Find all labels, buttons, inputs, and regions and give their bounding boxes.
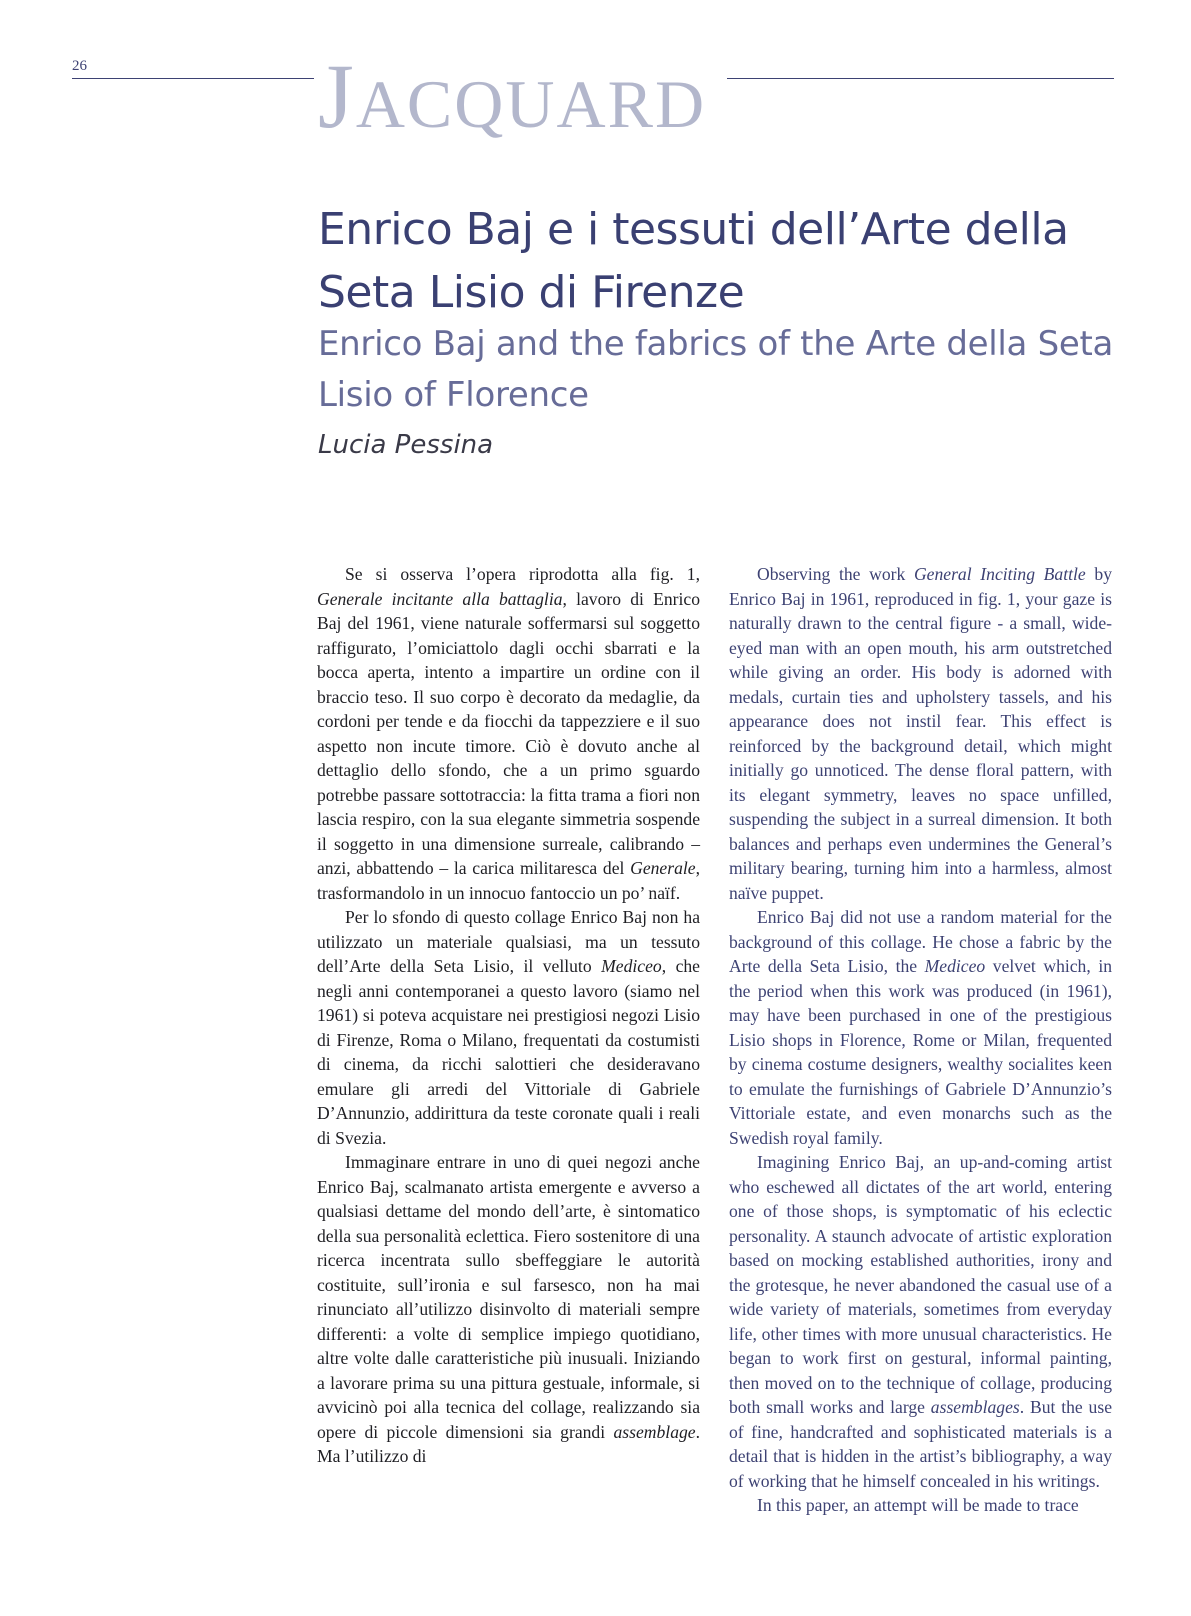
masthead [318,45,707,147]
paragraph-en-3 [729,1150,1112,1493]
article-title-english: Enrico Baj and the fabrics of the Arte della Seta Lisio of Florence [318,324,1114,415]
article-title-italian: Enrico Baj e i tessuti dell’Arte della Seta Lisio di Firenze [318,204,1069,318]
page-number: 26 [72,58,87,74]
text-run: . Ma l’utilizzo di [317,1421,700,1466]
header-rule-right [727,78,1114,79]
text-run: , trasformandolo in un innocuo fantoccio un po’ naïf. [317,858,700,903]
body-column-english [729,562,1112,1518]
masthead-initial: J [318,45,356,147]
italic-run: Generale incitante alla battaglia [317,588,563,609]
text-run: Immaginare entrare in uno di quei negozi anche Enrico Baj, scalmanato artista emergente e avverso a qualsiasi dettame del mondo dell’arte, è sintomatico della sua personalità eclettica. Fiero sostenitore di una ricerca incentrata sullo sbeffeggiare le autorità costituite, sull’ironia e sul farsesco, non ha mai rinunciato all’utilizzo disinvolto di materiali sempre differenti: a volte di semplice impiego quotidiano, altre volte dalle caratteristiche più inusuali. Iniziando a lavorare prima su una pittura gestuale, informale, si avvicinò poi alla tecnica del collage, realizzando sia opere di piccole dimensioni sia grandi [317,1152,700,1442]
text-run: Per lo sfondo di questo collage Enrico Baj non ha utilizzato un materiale qualsiasi, ma un tessuto dell’Arte della Seta Lisio, il velluto [317,907,700,976]
paragraph-en-4: In this paper, an attempt will be made to trace [757,1495,1079,1515]
text-run: by Enrico Baj in 1961, reproduced in fig. 1, your gaze is naturally drawn to the central figure - a small, wide-eyed man with an open mouth, his arm outstretched while giving an order. His body is adorned with medals, curtain ties and upholstery tassels, and his appearance does not instil fear. This effect is reinforced by the background detail, which might initially go unnoticed. The dense floral pattern, with its elegant symmetry, leaves no space unfilled, suspending the subject in a surreal dimension. It both balances and perhaps even undermines the General’s military bearing, turning him into a harmless, almost naïve puppet. [729,564,1112,903]
body-column-italian [317,562,700,1469]
italic-run: assemblage [613,1421,696,1442]
paragraph-en-1 [729,562,1112,905]
italic-run: assemblages [930,1397,1020,1417]
italic-run: Generale [630,858,696,878]
italic-run: General Inciting Battle [913,564,1086,584]
text-run: . But the use of fine, handcrafted and sophisticated materials is a detail that is hidden in the artist’s bibliography, a way of working that he himself concealed in his writings. [729,1397,1112,1491]
italic-run: Mediceo [601,956,662,976]
masthead-rest: ACQUARD [355,66,707,142]
text-run: Enrico Baj did not use a random material for the background of this collage. He chose a fabric by the Arte della Seta Lisio, the [729,907,1112,976]
text-run: velvet which, in the period when this work was produced (in 1961), may have been purchased in one of the prestigious Lisio shops in Florence, Rome or Milan, frequented by cinema costume designers, wealthy socialites keen to emulate the furnishings of Gabriele D’Annunzio’s Vittoriale estate, and even monarchs such as the Swedish royal family. [729,956,1113,1148]
text-run: Se si osserva l’opera riprodotta alla fig. 1, [345,564,700,584]
text-run: , che negli anni contemporanei a questo lavoro (siamo nel 1961) si poteva acquistare nei prestigiosi negozi Lisio di Firenze, Roma o Milano, frequentati da costumisti di cinema, da ricchi salottieri che desideravano emulare gli arredi del Vittoriale di Gabriele D’Annunzio, addirittura da teste coronate quali i reali di Svezia. [317,956,700,1148]
article-author: Lucia Pessina [318,430,494,460]
paragraph-it-1 [317,562,700,905]
paragraph-it-2 [317,905,700,1150]
paragraph-en-2 [729,905,1112,1150]
text-run: , lavoro di Enrico Baj del 1961, viene naturale soffermarsi sul soggetto raffigurato, l’omiciattolo dagli occhi sbarrati e la bocca aperta, intento a impartire un ordine con il braccio teso. Il suo corpo è decorato da medaglie, da cordoni per tende e da fiocchi da tappezziere e il suo aspetto non incute timore. Ciò è dovuto anche al dettaglio dello sfondo, che a un primo sguardo potrebbe passare sottotraccia: la fitta trama a fiori non lascia respiro, con la sua elegante simmetria sospende il soggetto in una dimensione surreale, calibrando – anzi, abbattendo – la carica militaresca del [317,588,700,878]
header-rule-left [72,78,314,79]
text-run: Imagining Enrico Baj, an up-and-coming artist who eschewed all dictates of the art world, entering one of those shops, is symptomatic of his eclectic personality. A staunch advocate of artistic exploration based on mocking established authorities, irony and the grotesque, he never abandoned the casual use of a wide variety of materials, sometimes from everyday life, other times with more unusual characteristics. He began to work first on gestural, informal painting, then moved on to the technique of collage, producing both small works and large [729,1152,1112,1417]
paragraph-it-3 [317,1150,700,1469]
italic-run: Mediceo [924,956,986,976]
text-run: Observing the work [757,564,914,584]
